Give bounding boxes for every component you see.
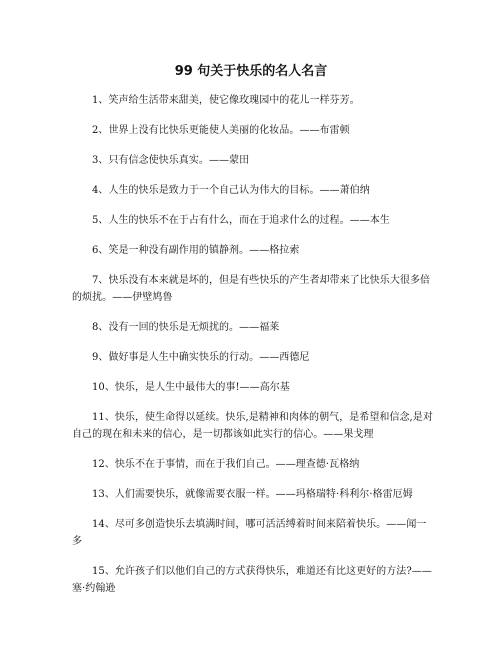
quote-item: 3、只有信念使快乐真实。——蒙田 — [92, 155, 250, 166]
quote-item: 7、快乐没有本来就是坏的，但是有些快乐的产生者却带来了比快乐大很多倍的烦扰。——伊壁鸠鲁 — [72, 275, 431, 303]
quote-item: 14、尽可多创造快乐去填满时间，哪可活活缚着时间来陪着快乐。——闻一多 — [72, 519, 427, 547]
quote-item: 1、笑声给生活带来甜美，使它像玫瑰园中的花儿一样芬芳。 — [92, 95, 360, 106]
quote-list — [72, 92, 434, 610]
quote-item: 11、快乐，使生命得以延续。快乐,是精神和肉体的朝气，是希望和信念,是对自己的现在和未来的信心，是一切都该如此实行的信心。——果戈理 — [72, 412, 433, 440]
quote-item: 6、笑是一种没有副作用的镇静剂。——格拉索 — [92, 245, 300, 256]
quote-item: 8、没有一回的快乐是无烦扰的。——福莱 — [92, 322, 280, 333]
quote-item: 12、快乐不在于事情，而在于我们自己。——理查德·瓦格纳 — [92, 459, 360, 470]
quote-item: 5、人生的快乐不在于占有什么，而在于追求什么的过程。——本生 — [92, 215, 390, 226]
quote-item: 10、快乐，是人生中最伟大的事!——高尔基 — [92, 382, 290, 393]
quote-item: 13、人们需要快乐，就像需要衣服一样。——玛格瑞特·科利尔·格雷厄姆 — [92, 489, 413, 500]
quote-item: 9、做好事是人生中确实快乐的行动。——西德尼 — [92, 352, 310, 363]
quote-item: 2、世界上没有比快乐更能使人美丽的化妆品。——布雷顿 — [92, 125, 350, 136]
quote-item: 15、允许孩子们以他们自己的方式获得快乐，难道还有比这更好的方法?——塞·约翰逊 — [72, 566, 432, 594]
quote-item: 4、人生的快乐是致力于一个自己认为伟大的目标。——萧伯纳 — [92, 185, 370, 196]
document-title: 99 句关于快乐的名人名言 — [174, 64, 328, 79]
